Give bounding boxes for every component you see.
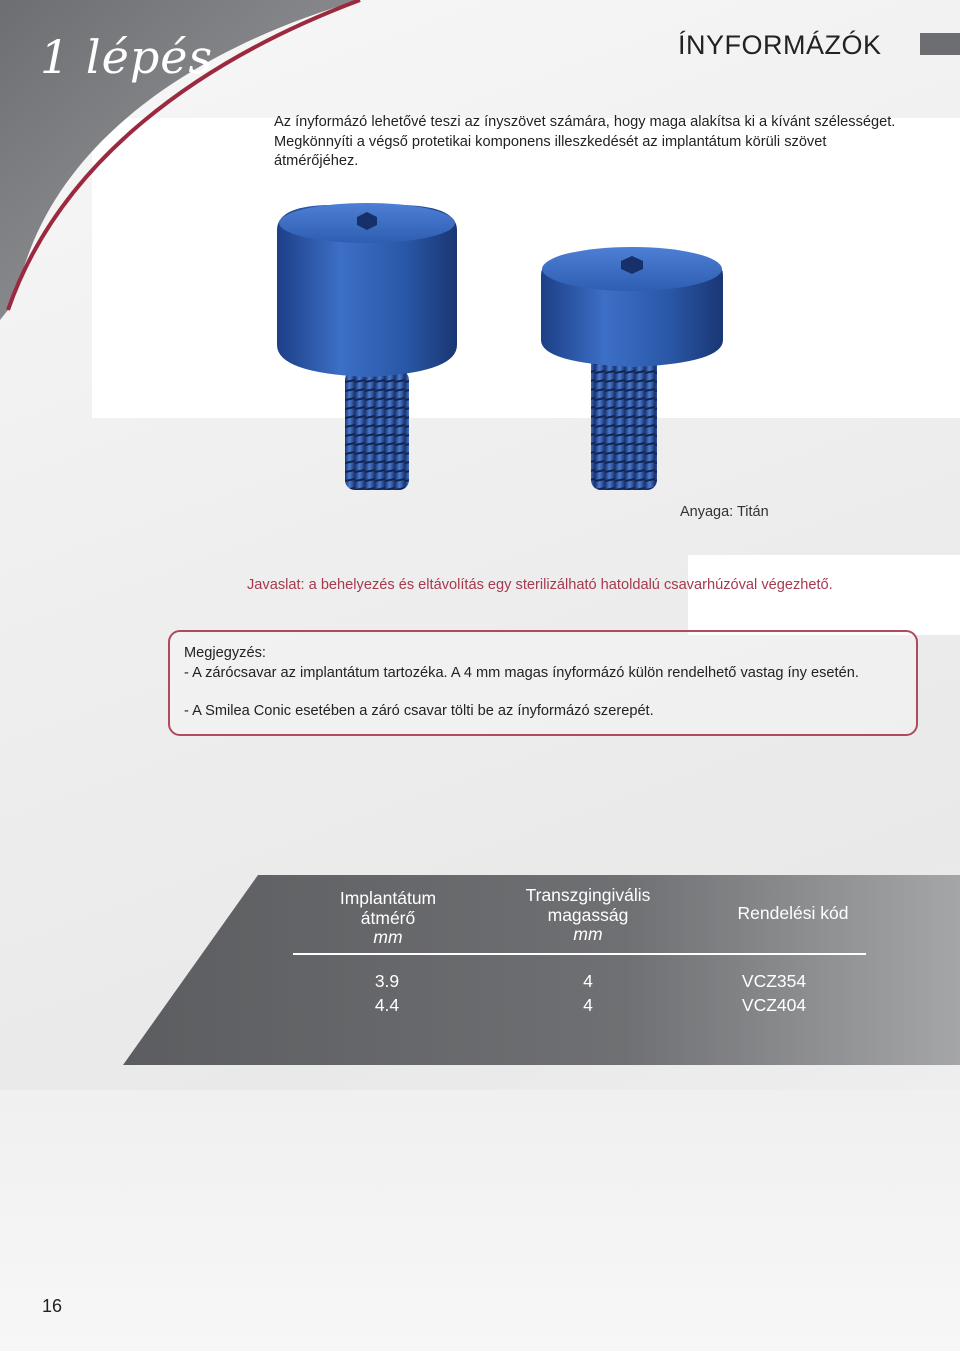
bottom-panel <box>0 1090 960 1351</box>
table-cell-diameter: 4.4 <box>374 995 400 1015</box>
table-header-height: Transzgingivális magasság mm <box>525 885 651 944</box>
table-cell-order-code: VCZ404 <box>741 995 807 1015</box>
intro-line: átmérőjéhez. <box>274 153 359 169</box>
table-header-order-code: Rendelési kód <box>737 903 849 923</box>
table-cell-order-code: VCZ354 <box>741 971 807 991</box>
note-line: - A Smilea Conic esetében a záró csavar tölti be az ínyformázó szerepét. <box>184 703 654 719</box>
title-tab-decoration <box>920 33 960 55</box>
material-label: Anyaga: Titán <box>680 504 769 520</box>
note-heading: Megjegyzés: <box>184 645 266 661</box>
step-label: 1 lépés <box>40 30 214 84</box>
intro-line: Az ínyformázó lehetővé teszi az ínyszövet számára, hogy maga alakítsa ki a kívánt szélességet. <box>274 114 896 130</box>
intro-line: Megkönnyíti a végső protetikai komponens illeszkedését az implantátum körüli szövet <box>274 133 827 150</box>
table-cell-diameter: 3.9 <box>374 971 400 991</box>
content-panel-right <box>688 555 960 635</box>
table-header-rule <box>293 953 866 955</box>
page-number: 16 <box>42 1296 63 1316</box>
page-title: ÍNYFORMÁZÓK <box>678 30 882 60</box>
intro-text <box>274 113 914 172</box>
healing-abutment-image <box>265 195 745 505</box>
recommendation-text: Javaslat: a behelyezés és eltávolítás egy sterilizálható hatoldalú csavarhúzóval végezhető. <box>247 577 833 593</box>
table-cell-height: 4 <box>583 995 593 1015</box>
note-text <box>184 644 914 722</box>
note-line: - A zárócsavar az implantátum tartozéka. A 4 mm magas ínyformázó külön rendelhető vastag íny esetén. <box>184 664 859 681</box>
table-cell-height: 4 <box>583 971 593 991</box>
table-header-diameter: Implantátum átmérő mm <box>339 888 437 947</box>
